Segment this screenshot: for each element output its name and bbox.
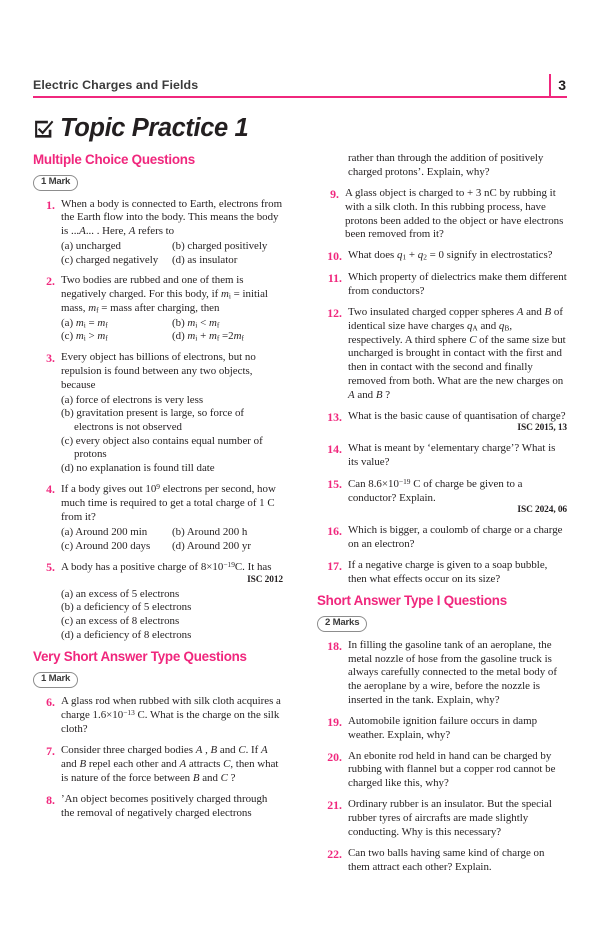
option-item[interactable]: (b) charged positively: [172, 240, 268, 253]
right-column: [317, 152, 567, 881]
checkbox-check-icon: [33, 118, 54, 139]
question-continuation: [317, 152, 567, 180]
option-item[interactable]: (a) uncharged: [61, 240, 121, 253]
question-number: 8.: [46, 792, 55, 807]
question-item[interactable]: [317, 271, 567, 299]
question-number: 20.: [327, 749, 342, 764]
option-item[interactable]: (d) Around 200 yr: [172, 539, 251, 552]
question-list-mcq: [33, 198, 283, 643]
question-body: [348, 306, 567, 403]
option-row: [61, 317, 283, 331]
topic-practice-label: Topic Practice 1: [60, 113, 249, 142]
question-body: [348, 271, 567, 299]
option-item[interactable]: (c) Around 200 days: [61, 539, 151, 552]
option-item[interactable]: (d) a deficiency of 8 electrons: [61, 628, 192, 641]
question-number: 22.: [327, 846, 342, 861]
question-text: Can two balls having same kind of charge on them attract each other? Explain.: [348, 846, 545, 873]
question-item[interactable]: [317, 639, 567, 708]
option-item[interactable]: (d) $m_i + m_f =2m_f$: [172, 330, 244, 344]
question-text: Ordinary rubber is an insulator. But the special rubber tyres of aircrafts are made slightly conducting. Why is this necessary?: [348, 798, 552, 838]
question-item[interactable]: [317, 715, 567, 743]
question-item[interactable]: [317, 798, 567, 840]
section-heading-vsa: Very Short Answer Type Questions: [33, 649, 247, 665]
question-body: [345, 187, 567, 242]
option-item[interactable]: (a) an excess of 5 electrons: [61, 587, 180, 600]
question-number: 18.: [327, 638, 342, 653]
question-text: If a negative charge is given to a soap bubble, then what effects occur on its size?: [348, 558, 548, 585]
option-item[interactable]: (d) no explanation is found till date: [61, 461, 215, 474]
question-body: [61, 274, 283, 344]
question-number-spacer: [317, 152, 348, 180]
option-item[interactable]: (c) every object also contains equal number of protons: [61, 434, 263, 461]
question-item[interactable]: [317, 249, 567, 264]
question-number: 3.: [46, 351, 55, 366]
question-body: [61, 198, 283, 268]
question-item[interactable]: [317, 306, 567, 403]
question-number: 1.: [46, 197, 55, 212]
marks-badge: 1 Mark: [33, 175, 78, 191]
question-text: When a body is connected to Earth, electrons from the Earth flow into the body. This means the body is ...A... . Here, A refers to: [61, 197, 283, 238]
two-column-body: [33, 152, 567, 881]
question-text: Automobile ignition failure occurs in damp weather. Explain, why?: [348, 714, 538, 741]
question-text: A body has a positive charge of $8\times 10^{-19}C$. It has: [61, 560, 272, 574]
question-body: [348, 715, 567, 743]
question-item[interactable]: [33, 198, 283, 268]
option-item[interactable]: (b) a deficiency of 5 electrons: [61, 601, 192, 614]
question-body: [61, 695, 283, 738]
section-heading-sa1: Short Answer Type I Questions: [317, 593, 507, 609]
question-text: rather than through the addition of positively charged protons’. Explain, why?: [348, 152, 544, 179]
marks-badge: 2 Marks: [317, 616, 367, 632]
question-item[interactable]: [317, 524, 567, 552]
question-body: [348, 559, 567, 587]
question-text: Which is bigger, a coulomb of charge or a charge on an electron?: [348, 524, 563, 550]
question-text: A glass object is charged to + 3 nC by rubbing it with a silk cloth. In this rubbing process, have protons been added to the object or have electrons been removed from it?: [345, 186, 564, 241]
question-item[interactable]: [33, 744, 283, 786]
question-item[interactable]: [317, 750, 567, 792]
option-row: [61, 240, 283, 254]
question-text: In filling the gasoline tank of an aeroplane, the metal nozzle of hose from the gasoline truck is always carefully connected to the metal body of the aeroplane by a wire, before the nozzle is inserted in the tank. Explain, why?: [348, 638, 557, 707]
question-text: What does $q_1 + q_2 = 0$ signify in electrostatics?: [348, 249, 553, 262]
question-body: [61, 482, 283, 553]
question-item[interactable]: [317, 442, 567, 470]
question-number: 14.: [327, 442, 342, 457]
question-number: 4.: [46, 482, 55, 497]
textbook-page: [0, 78, 600, 927]
question-number: 21.: [327, 798, 342, 813]
question-number: 19.: [327, 714, 342, 729]
question-list-sa1: [317, 639, 567, 875]
question-body: [348, 639, 567, 708]
question-number: 6.: [46, 694, 55, 709]
question-list-vsa-cont: [317, 187, 567, 587]
question-text: Every object has billions of electrons, but no repulsion is found between any two objects, because: [61, 351, 256, 391]
question-text: What is the basic cause of quantisation of charge?: [348, 409, 566, 422]
option-item[interactable]: (a) $m_i = m_f$: [61, 316, 108, 330]
header-divider: [549, 74, 551, 96]
option-item[interactable]: (c) an excess of 8 electrons: [61, 614, 180, 627]
option-list: [61, 588, 283, 643]
question-body: [61, 793, 283, 821]
option-item[interactable]: (c) charged negatively: [61, 253, 159, 266]
question-item[interactable]: [33, 351, 283, 475]
page-number: 3: [558, 77, 566, 93]
question-body: [348, 442, 567, 470]
question-item[interactable]: [317, 187, 567, 242]
question-item[interactable]: [33, 695, 283, 738]
question-number: 15.: [327, 476, 342, 491]
question-number: 7.: [46, 744, 55, 759]
question-text: A glass rod when rubbed with silk cloth acquires a charge $1.6\times 10^{-13}$ C. What is the charge on the silk cloth?: [61, 694, 281, 736]
question-body: [348, 410, 567, 435]
question-item[interactable]: [317, 410, 567, 435]
option-item[interactable]: (c) $m_i > m_f$: [61, 330, 108, 344]
option-item[interactable]: (b) Around 200 h: [172, 526, 248, 539]
exam-source-tag: ISC 2015, 13: [517, 423, 567, 434]
topic-practice-title: [33, 113, 567, 142]
question-text: Two bodies are rubbed and one of them is negatively charged. For this body, if $m_i$ = initial mass, $m_f$ = mass after charging, then: [61, 274, 268, 315]
question-text: ’An object becomes positively charged through the removal of negatively charged electrons: [61, 792, 268, 819]
question-body: [348, 477, 567, 517]
option-row: [61, 330, 283, 344]
question-body: [61, 744, 283, 786]
question-text: Consider three charged bodies A , B and C. If A and B repel each other and A attracts C, then what is nature of the force between B and C ?: [61, 744, 279, 784]
question-body: [348, 847, 567, 875]
question-number: 16.: [327, 524, 342, 539]
question-number: 5.: [46, 560, 55, 575]
option-row: [61, 540, 283, 554]
question-number: 11.: [327, 271, 342, 286]
question-number: 2.: [46, 274, 55, 289]
section-heading-mcq: Multiple Choice Questions: [33, 152, 195, 168]
option-list: [61, 317, 283, 344]
option-row: [61, 526, 283, 540]
question-number: 17.: [327, 558, 342, 573]
chapter-title: Electric Charges and Fields: [33, 78, 199, 93]
question-number: 13.: [327, 409, 342, 424]
option-item[interactable]: (b) $m_i < m_f$: [172, 316, 220, 330]
question-number: 10.: [327, 249, 342, 264]
question-item[interactable]: [317, 477, 567, 517]
question-text: Can $8.6\times 10^{-19}$ C of charge be given to a conductor? Explain.: [348, 476, 523, 504]
exam-source-tag: ISC 2012: [247, 574, 283, 585]
question-body: [61, 560, 283, 642]
question-body: [348, 524, 567, 552]
question-number: 12.: [327, 305, 342, 320]
question-list-vsa: [33, 695, 283, 821]
question-item[interactable]: [317, 559, 567, 587]
question-text: If a body gives out $10^9$ electrons per second, how much time is required to get a total charge of 1 C from it?: [61, 482, 276, 524]
exam-source-tag: ISC 2024, 06: [517, 505, 567, 516]
option-item[interactable]: (d) as insulator: [172, 253, 238, 266]
question-item[interactable]: [33, 560, 283, 642]
question-item[interactable]: [317, 847, 567, 875]
option-item[interactable]: (a) force of electrons is very less: [61, 393, 204, 406]
question-text: Which property of dielectrics make them different from conductors?: [348, 271, 567, 298]
question-body: [348, 798, 567, 840]
marks-badge: 1 Mark: [33, 672, 78, 688]
option-list: [61, 240, 283, 267]
option-item[interactable]: (b) gravitation present is large, so force of electrons is not observed: [61, 407, 245, 433]
question-item[interactable]: [33, 793, 283, 821]
question-number: 9.: [330, 186, 339, 201]
question-item[interactable]: [33, 482, 283, 553]
option-row: [61, 254, 283, 268]
question-item[interactable]: [33, 274, 283, 344]
question-body: [348, 249, 567, 264]
left-column: [33, 152, 283, 827]
option-list: [61, 526, 283, 553]
question-text: Two insulated charged copper spheres A and B of identical size have charges $q_A$ and $q_B$, respectively. A third sphere C of the same size but uncharged is brought in contact with the first and then in contact with the second and finally removed from both. What are the new charges on A and B ?: [348, 305, 566, 401]
running-header: [33, 78, 567, 98]
question-body: [61, 351, 283, 475]
option-list: [61, 394, 283, 476]
option-item[interactable]: (a) Around 200 min: [61, 526, 148, 539]
question-body: [348, 750, 567, 792]
question-text: An ebonite rod held in hand can be charged by rubbing with flannel but a copper rod cannot be charged like this, why?: [348, 749, 556, 790]
question-text: What is meant by ‘elementary charge’? What is its value?: [348, 442, 556, 468]
